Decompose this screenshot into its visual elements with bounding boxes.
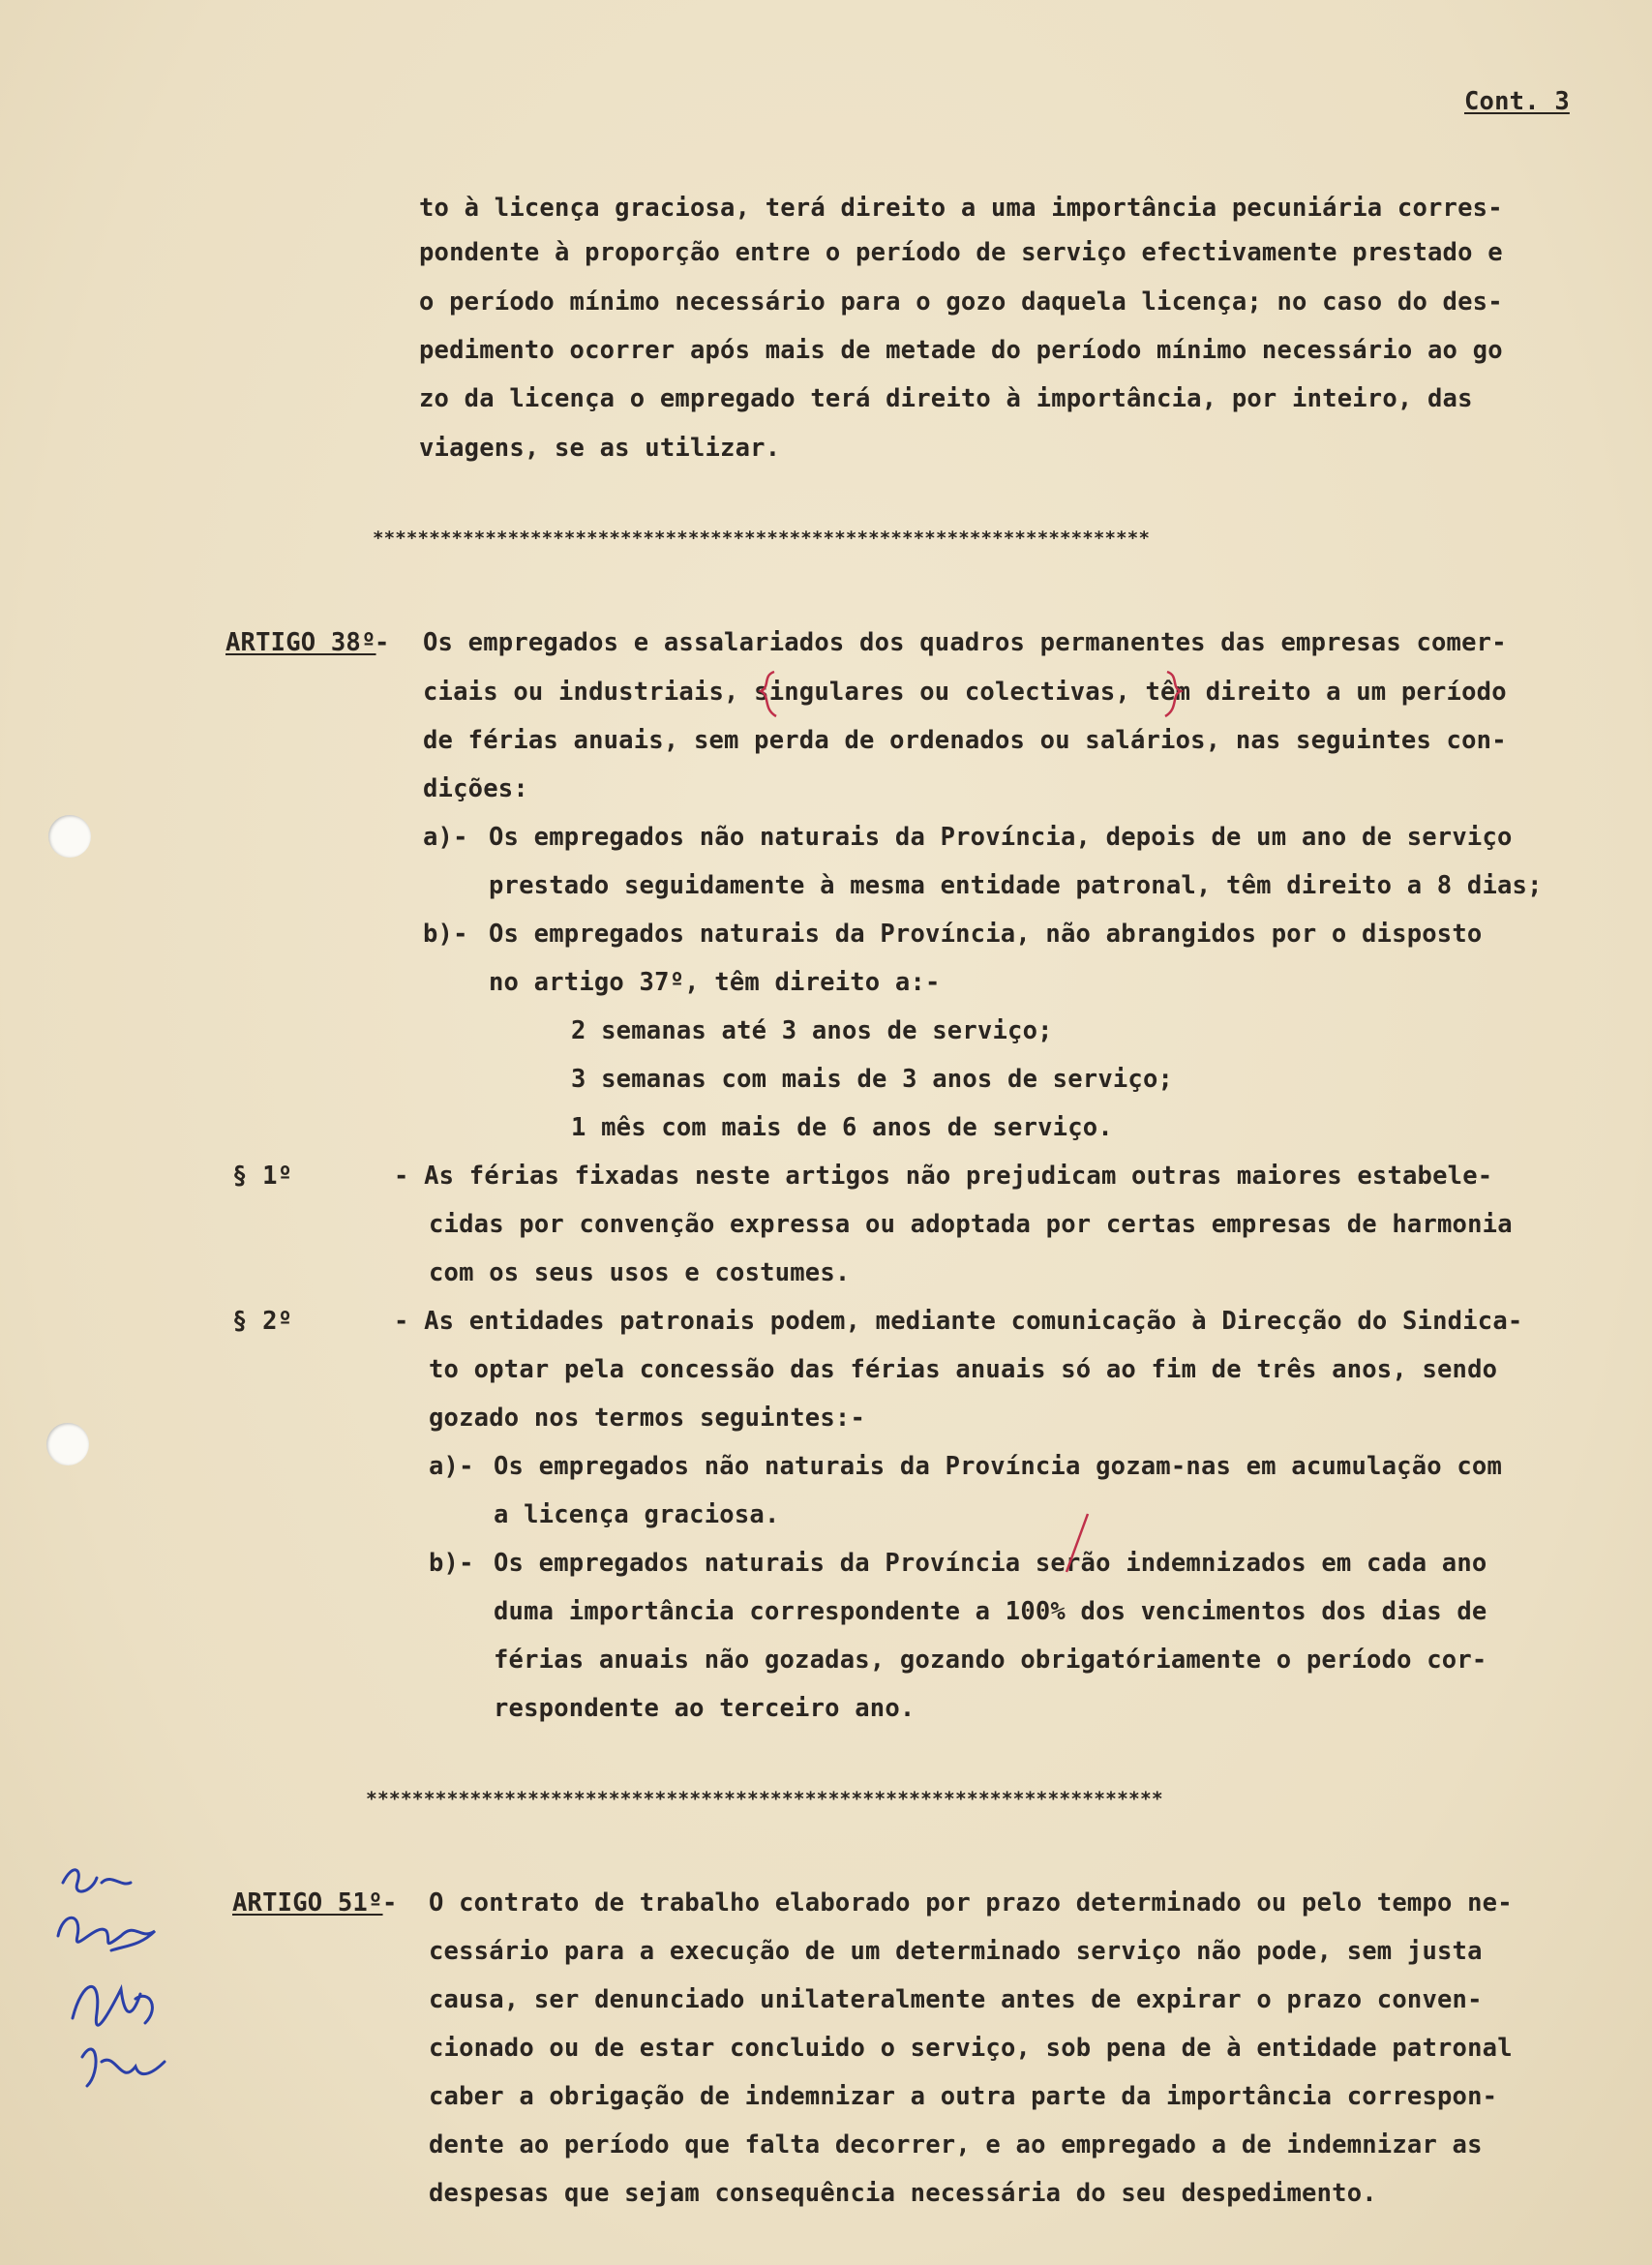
text-line: Os empregados naturais da Província, não abrangidos por o disposto (489, 920, 1483, 949)
punch-hole-bottom (46, 1423, 89, 1465)
text-line: cessário para a execução de um determinado serviço não pode, sem justa (429, 1937, 1483, 1966)
text-line: caber a obrigação de indemnizar a outra parte da importância correspon- (429, 2082, 1498, 2111)
text-line: o período mínimo necessário para o gozo daquela licença; no caso do des- (419, 287, 1503, 317)
text-line: - As entidades patronais podem, mediante comunicação à Direcção do Sindica- (394, 1307, 1523, 1336)
text-line: a licença graciosa. (494, 1500, 780, 1529)
sub-item: 3 semanas com mais de 3 anos de serviço; (571, 1065, 1174, 1094)
text-line: - As férias fixadas neste artigos não prejudicam outras maiores estabele- (394, 1162, 1493, 1191)
paragraph-label: § 1º (232, 1162, 293, 1191)
separator-line: ********************************************************************* (366, 1788, 1163, 1810)
sub-item: 1 mês com mais de 6 anos de serviço. (571, 1113, 1113, 1142)
article-label: ARTIGO 38º (225, 628, 376, 657)
text-line: com os seus usos e costumes. (429, 1258, 851, 1287)
sub-item: 2 semanas até 3 anos de serviço; (571, 1016, 1053, 1045)
text-line: prestado seguidamente à mesma entidade patronal, têm direito a 8 dias; (489, 871, 1543, 900)
text-line: férias anuais não gozadas, gozando obrigatóriamente o período cor- (494, 1646, 1487, 1675)
text-line: ciais ou industriais, singulares ou colectivas, têm direito a um período (423, 678, 1507, 707)
text-line: gozado nos termos seguintes:- (429, 1404, 866, 1433)
text-line: pondente à proporção entre o período de serviço efectivamente prestado e (419, 238, 1503, 267)
separator-line: ********************************************************************* (373, 528, 1151, 549)
page-reference: Cont. 3 (1464, 87, 1570, 116)
text-line: respondente ao terceiro ano. (494, 1694, 916, 1723)
text-line: dições: (423, 774, 528, 803)
text-line: to optar pela concessão das férias anuais só ao fim de três anos, sendo (429, 1355, 1498, 1384)
text-line: O contrato de trabalho elaborado por prazo determinado ou pelo tempo ne- (429, 1888, 1513, 1918)
item-label: b)- (423, 920, 468, 949)
text-line: Os empregados e assalariados dos quadros permanentes das empresas comer- (423, 628, 1507, 657)
text-line: Os empregados não naturais da Província gozam-nas em acumulação com (494, 1452, 1503, 1481)
punch-hole-top (48, 815, 91, 858)
article-dash: - (375, 628, 390, 657)
text-line: to à licença graciosa, terá direito a uma importância pecuniária corres- (419, 194, 1503, 223)
text-line: cidas por convenção expressa ou adoptada por certas empresas de harmonia (429, 1210, 1513, 1239)
text-line: pedimento ocorrer após mais de metade do período mínimo necessário ao go (419, 336, 1503, 365)
paragraph-label: § 2º (232, 1307, 293, 1336)
article-label: ARTIGO 51º (232, 1888, 383, 1918)
red-slash-mark (1059, 1510, 1097, 1578)
text-line: Os empregados naturais da Província serão indemnizados em cada ano (494, 1549, 1487, 1578)
text-line: despesas que sejam consequência necessária do seu despedimento. (429, 2179, 1377, 2208)
item-label: b)- (429, 1549, 474, 1578)
text-line: duma importância correspondente a 100% dos vencimentos dos dias de (494, 1597, 1487, 1626)
text-line: zo da licença o empregado terá direito à importância, por inteiro, das (419, 384, 1473, 413)
text-line: de férias anuais, sem perda de ordenados ou salários, nas seguintes con- (423, 726, 1507, 755)
text-line: no artigo 37º, têm direito a:- (489, 968, 941, 997)
handwritten-initials (44, 1854, 189, 2125)
text-line: dente ao período que falta decorrer, e ao empregado a de indemnizar as (429, 2130, 1483, 2159)
text-line: cionado ou de estar concluido o serviço, sob pena de à entidade patronal (429, 2034, 1513, 2063)
text-line: causa, ser denunciado unilateralmente antes de expirar o prazo conven- (429, 1985, 1483, 2014)
item-label: a)- (429, 1452, 474, 1481)
text-line: viagens, se as utilizar. (419, 434, 781, 463)
item-label: a)- (423, 823, 468, 852)
text-line: Os empregados não naturais da Província, depois de um ano de serviço (489, 823, 1513, 852)
red-bracket-marks (745, 666, 1200, 724)
article-dash: - (382, 1888, 398, 1918)
